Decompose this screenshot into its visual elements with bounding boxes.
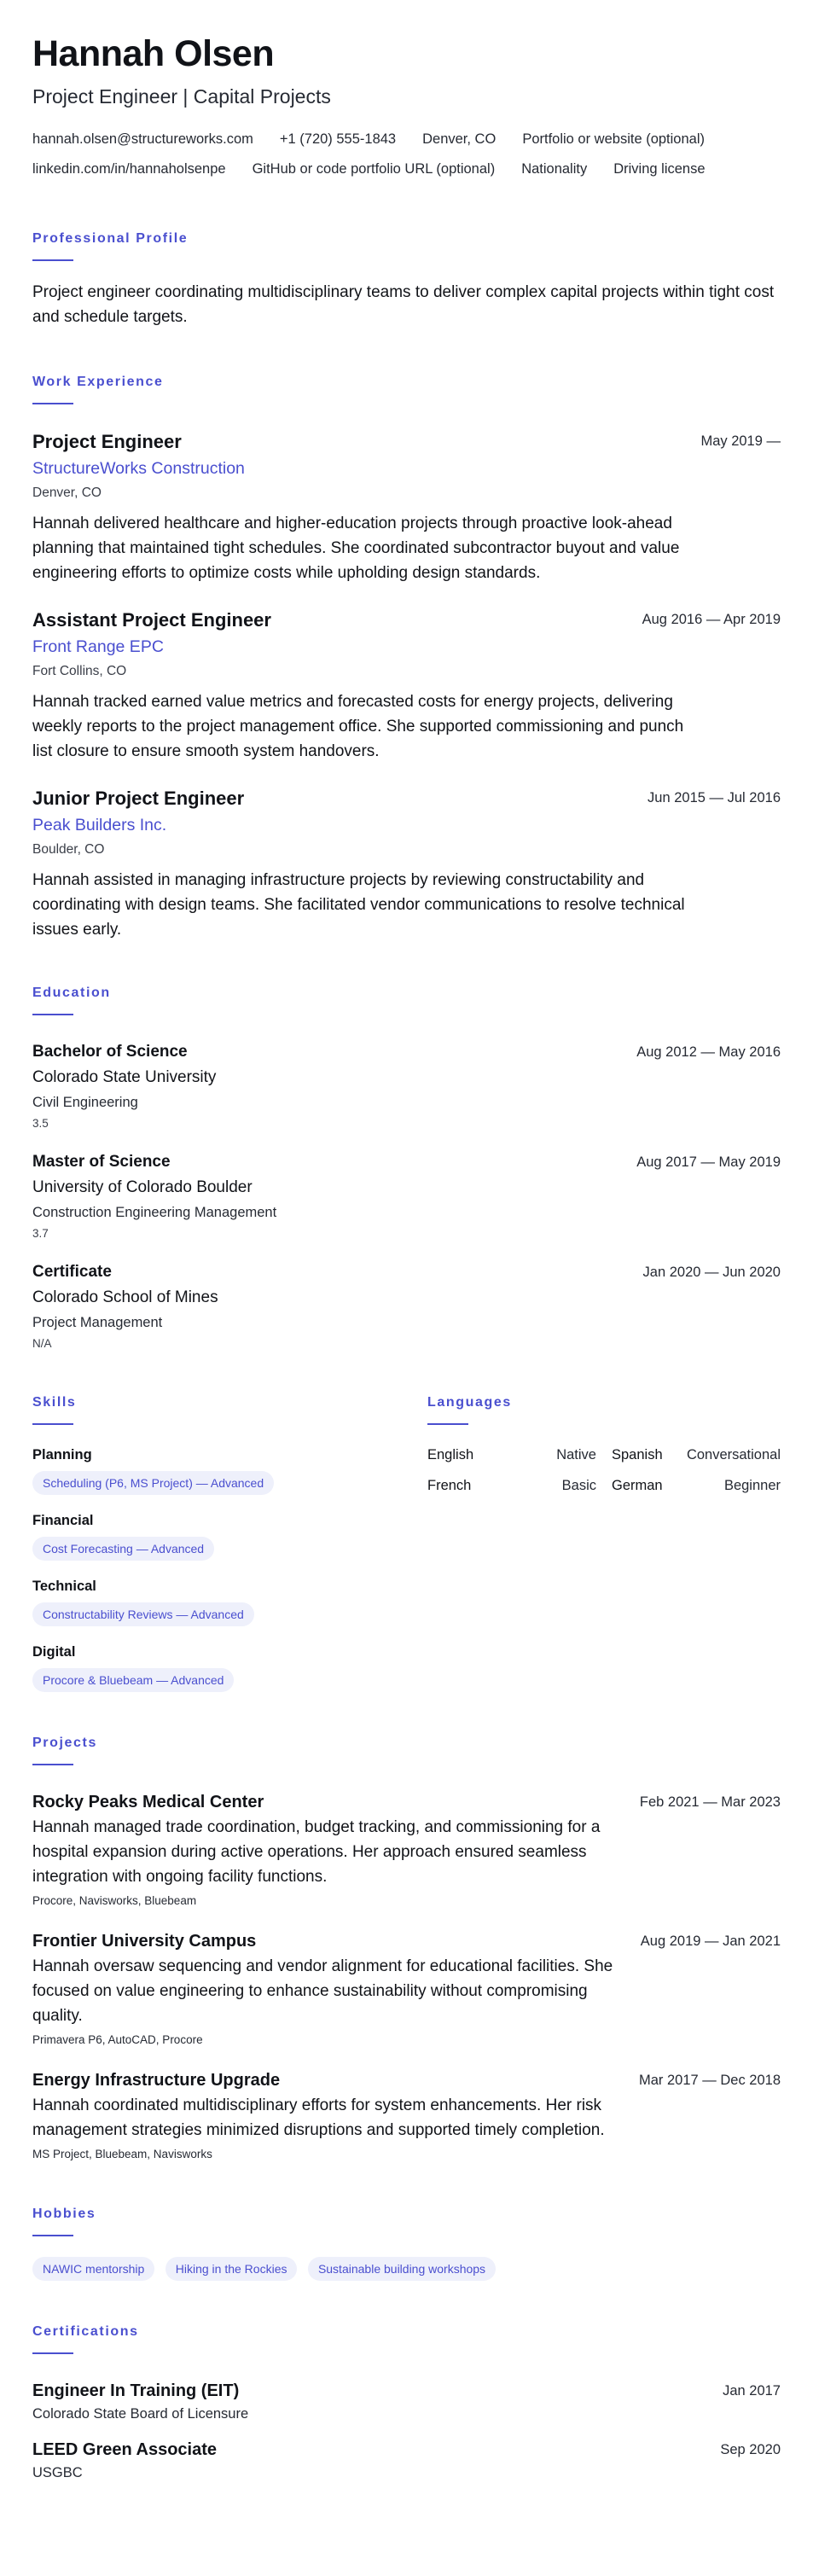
degree: Bachelor of Science xyxy=(32,1043,188,1061)
section-divider xyxy=(32,1014,73,1015)
job-location: Denver, CO xyxy=(32,486,102,500)
education-date: Aug 2017 — May 2019 xyxy=(636,1154,781,1170)
skills-section xyxy=(32,1352,427,1692)
certification-issuer: USGBC xyxy=(32,2465,83,2480)
section-divider xyxy=(32,1423,73,1425)
certification-name: LEED Green Associate xyxy=(32,2440,218,2459)
education-entry xyxy=(32,1261,781,1352)
company-name: StructureWorks Construction xyxy=(32,459,245,478)
project-tools: Procore, Navisworks, Bluebeam xyxy=(32,1894,197,1907)
skill-category: Digital xyxy=(32,1644,76,1660)
language-level: Conversational xyxy=(686,1447,781,1462)
section-title-skills: Skills xyxy=(32,1395,77,1410)
languages-section xyxy=(427,1352,781,1692)
project-entry xyxy=(32,1930,781,2049)
language-name: German xyxy=(612,1478,663,1493)
hobby-chip: Sustainable building workshops xyxy=(308,2257,496,2281)
section-title-profile: Professional Profile xyxy=(32,231,189,246)
section-title-experience: Work Experience xyxy=(32,375,164,389)
gpa: N/A xyxy=(32,1337,52,1350)
contact-portfolio[interactable]: Portfolio or website (optional) xyxy=(522,131,705,147)
field-of-study: Construction Engineering Management xyxy=(32,1205,277,1220)
skill-category: Technical xyxy=(32,1579,96,1594)
experience-entry xyxy=(32,787,781,942)
job-location: Fort Collins, CO xyxy=(32,664,127,678)
school-name: Colorado School of Mines xyxy=(32,1288,218,1306)
project-entry xyxy=(32,2069,781,2163)
job-title: Project Engineer xyxy=(32,431,182,452)
experience-entry xyxy=(32,608,781,764)
project-entry xyxy=(32,1791,781,1910)
contact-email[interactable]: hannah.olsen@structureworks.com xyxy=(32,131,253,147)
section-divider xyxy=(427,1423,468,1425)
language-list xyxy=(427,1445,781,1495)
hobby-chip: NAWIC mentorship xyxy=(32,2257,154,2281)
company-name: Front Range EPC xyxy=(32,637,164,656)
language-name: Spanish xyxy=(612,1447,663,1462)
project-date: Mar 2017 — Dec 2018 xyxy=(638,2073,781,2088)
certification-entry xyxy=(32,2380,781,2423)
education-entry xyxy=(32,1151,781,1241)
skill-chip: Constructability Reviews — Advanced xyxy=(32,1602,254,1626)
section-divider xyxy=(32,2235,73,2236)
section-divider xyxy=(32,259,73,261)
project-tools: Primavera P6, AutoCAD, Procore xyxy=(32,2033,203,2046)
language-item xyxy=(612,1445,781,1464)
job-title: Junior Project Engineer xyxy=(32,788,245,809)
experience-entry xyxy=(32,430,781,585)
contact-github[interactable]: GitHub or code portfolio URL (optional) xyxy=(252,161,496,177)
section-divider xyxy=(32,2352,73,2354)
language-name: English xyxy=(427,1447,474,1462)
project-date: Aug 2019 — Jan 2021 xyxy=(640,1933,781,1949)
education-date: Jan 2020 — Jun 2020 xyxy=(642,1265,781,1280)
contact-driving-license: Driving license xyxy=(613,161,706,177)
skill-group xyxy=(32,1445,427,1495)
section-divider xyxy=(32,403,73,404)
contact-nationality: Nationality xyxy=(521,161,588,177)
project-description: Hannah coordinated multidisciplinary efforts for system enhancements. Her risk management strategies minimized disruptions and supported timely completion. xyxy=(32,2096,605,2139)
profile-summary: Project engineer coordinating multidisciplinary teams to deliver complex capital projects within tight cost and schedule targets. xyxy=(32,283,775,326)
skill-category: Financial xyxy=(32,1513,94,1528)
contact-linkedin[interactable]: linkedin.com/in/hannaholsenpe xyxy=(32,161,226,177)
gpa: 3.7 xyxy=(32,1227,49,1240)
certification-entry xyxy=(32,2439,781,2482)
headline: Project Engineer | Capital Projects xyxy=(32,85,331,108)
degree: Master of Science xyxy=(32,1153,171,1171)
job-description: Hannah assisted in managing infrastructure projects by reviewing constructability and coordinating with design teams. She facilitated vendor communications to resolve technical issues early. xyxy=(32,871,685,939)
job-title: Assistant Project Engineer xyxy=(32,609,271,631)
project-name: Frontier University Campus xyxy=(32,1932,257,1951)
job-location: Boulder, CO xyxy=(32,842,105,857)
school-name: University of Colorado Boulder xyxy=(32,1178,253,1196)
section-title-languages: Languages xyxy=(427,1395,512,1410)
field-of-study: Project Management xyxy=(32,1315,163,1330)
hobby-list xyxy=(32,2257,781,2281)
gpa: 3.5 xyxy=(32,1117,49,1130)
project-name: Energy Infrastructure Upgrade xyxy=(32,2071,281,2090)
language-level: Beginner xyxy=(723,1478,781,1493)
project-description: Hannah managed trade coordination, budget tracking, and commissioning for a hospital expansion during active operations. Her approach ensured seamless integration with ongoing facility functions. xyxy=(32,1818,601,1886)
hobby-chip: Hiking in the Rockies xyxy=(166,2257,298,2281)
skills-languages-row xyxy=(32,1352,781,1692)
certification-issuer: Colorado State Board of Licensure xyxy=(32,2406,249,2422)
education-entry xyxy=(32,1041,781,1131)
project-date: Feb 2021 — Mar 2023 xyxy=(639,1794,781,1810)
project-name: Rocky Peaks Medical Center xyxy=(32,1793,264,1811)
language-item xyxy=(427,1445,596,1464)
degree: Certificate xyxy=(32,1263,112,1281)
section-title-hobbies: Hobbies xyxy=(32,2207,96,2221)
language-level: Native xyxy=(556,1447,596,1462)
project-description: Hannah oversaw sequencing and vendor alignment for educational facilities. She focused on value engineering to enhance sustainability without compromising quality. xyxy=(32,1957,613,2025)
contact-list xyxy=(32,125,781,184)
skill-group xyxy=(32,1643,427,1692)
skill-chip: Cost Forecasting — Advanced xyxy=(32,1537,214,1561)
language-name: French xyxy=(427,1478,472,1493)
section-title-certifications: Certifications xyxy=(32,2324,139,2339)
job-description: Hannah tracked earned value metrics and forecasted costs for energy projects, delivering weekly reports to the project management office. She supported commissioning and punch list closure to ensure smooth system handovers. xyxy=(32,693,684,760)
job-date: May 2019 — xyxy=(700,433,781,449)
section-divider xyxy=(32,1764,73,1765)
skill-chip: Procore & Bluebeam — Advanced xyxy=(32,1668,234,1692)
contact-location: Denver, CO xyxy=(422,131,497,147)
project-tools: MS Project, Bluebeam, Navisworks xyxy=(32,2148,212,2160)
school-name: Colorado State University xyxy=(32,1068,217,1086)
skill-chip: Scheduling (P6, MS Project) — Advanced xyxy=(32,1471,274,1495)
language-item xyxy=(427,1476,596,1495)
skill-group xyxy=(32,1577,427,1626)
section-title-projects: Projects xyxy=(32,1736,97,1750)
company-name: Peak Builders Inc. xyxy=(32,816,167,834)
name: Hannah Olsen xyxy=(32,33,275,74)
education-date: Aug 2012 — May 2016 xyxy=(636,1044,781,1060)
job-date: Aug 2016 — Apr 2019 xyxy=(642,612,781,627)
certification-date: Sep 2020 xyxy=(720,2442,781,2457)
certification-date: Jan 2017 xyxy=(723,2383,781,2399)
skill-group xyxy=(32,1511,427,1561)
language-level: Basic xyxy=(561,1478,596,1493)
section-title-education: Education xyxy=(32,986,111,1000)
language-item xyxy=(612,1476,781,1495)
certification-name: Engineer In Training (EIT) xyxy=(32,2381,240,2400)
contact-phone[interactable]: +1 (720) 555-1843 xyxy=(279,131,397,147)
skill-category: Planning xyxy=(32,1447,92,1462)
job-description: Hannah delivered healthcare and higher-education projects through proactive look-ahead planning that maintained tight schedules. She coordinated subcontractor buyout and value engineering efforts to optimize costs while upholding design standards. xyxy=(32,515,680,582)
job-date: Jun 2015 — Jul 2016 xyxy=(647,790,781,805)
field-of-study: Civil Engineering xyxy=(32,1095,138,1110)
